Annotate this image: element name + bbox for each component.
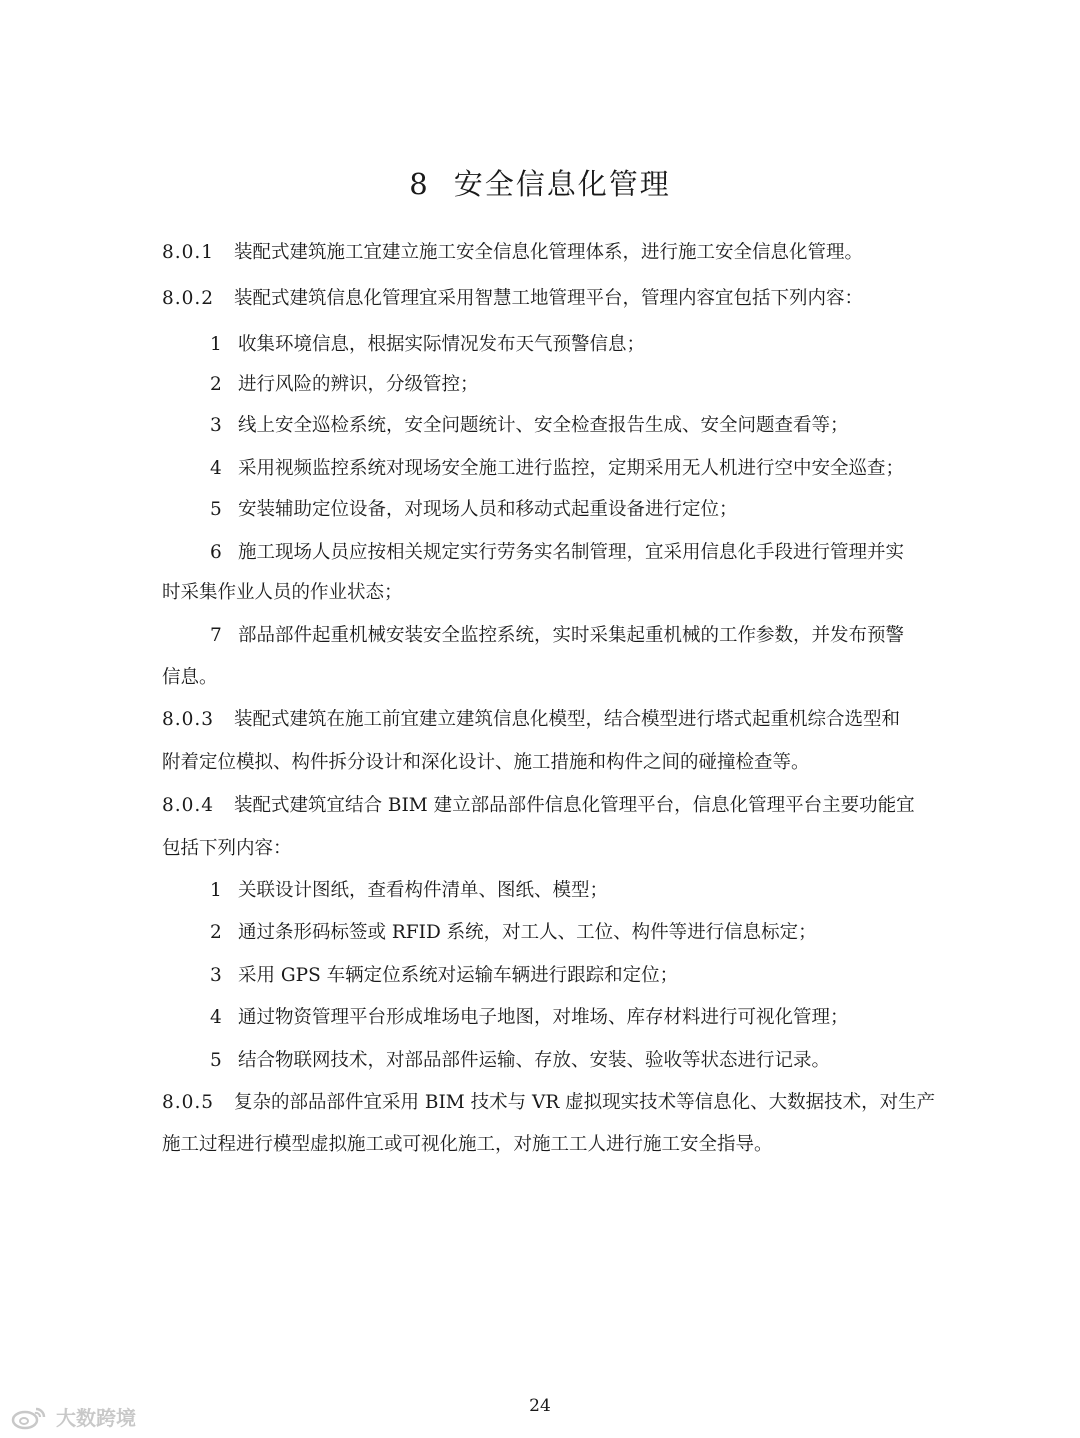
clause-8-0-2 — [162, 276, 922, 322]
watermark-text: 大数跨境 — [56, 1406, 136, 1430]
list-item — [210, 446, 922, 492]
list-item — [210, 953, 922, 999]
watermark — [10, 1402, 136, 1431]
list-item — [210, 1038, 922, 1084]
list-item — [210, 613, 922, 659]
item-text: 采用 GPS 车辆定位系统对运输车辆进行跟踪和定位； — [238, 965, 679, 986]
list-item — [210, 910, 922, 956]
clause-continuation — [162, 1122, 922, 1168]
clause-text: 装配式建筑信息化管理宜采用智慧工地管理平台，管理内容宜包括下列内容： — [234, 288, 864, 309]
item-number: 5 — [210, 1050, 222, 1071]
list-item — [210, 487, 922, 533]
item-number: 5 — [210, 499, 222, 520]
weibo-logo-icon — [10, 1403, 50, 1431]
item-number: 3 — [210, 415, 222, 436]
item-text: 收集环境信息，根据实际情况发布天气预警信息； — [238, 334, 646, 355]
clause-continuation — [162, 740, 922, 786]
clause-8-0-4 — [162, 783, 922, 829]
clause-number: 8.0.2 — [162, 288, 215, 309]
list-item — [210, 403, 922, 449]
clause-number: 8.0.3 — [162, 709, 215, 730]
list-item — [210, 868, 922, 914]
clause-continuation — [162, 826, 922, 872]
item-text: 部品部件起重机械安装安全监控系统，实时采集起重机械的工作参数，并发布预警 — [238, 625, 905, 646]
item-number: 3 — [210, 965, 222, 986]
item-number: 2 — [210, 922, 222, 943]
item-number: 6 — [210, 542, 222, 563]
item-text: 线上安全巡检系统，安全问题统计、安全检查报告生成、安全问题查看等； — [238, 415, 849, 436]
item-text: 通过条形码标签或 RFID 系统，对工人、工位、构件等进行信息标定； — [238, 922, 817, 943]
clause-8-0-5 — [162, 1080, 936, 1126]
item-text: 关联设计图纸，查看构件清单、图纸、模型； — [238, 880, 609, 901]
item-text: 时采集作业人员的作业状态； — [162, 582, 403, 603]
item-text: 结合物联网技术，对部品部件运输、存放、安装、验收等状态进行记录。 — [238, 1050, 831, 1071]
clause-text: 施工过程进行模型虚拟施工或可视化施工，对施工工人进行施工安全指导。 — [162, 1134, 773, 1155]
item-number: 4 — [210, 458, 222, 479]
chapter-number: 8 — [409, 167, 430, 201]
chapter-title: 安全信息化管理 — [453, 167, 671, 201]
item-text: 信息。 — [162, 667, 218, 688]
item-text: 通过物资管理平台形成堆场电子地图，对堆场、库存材料进行可视化管理； — [238, 1007, 849, 1028]
clause-8-0-1 — [162, 230, 922, 276]
clause-text: 附着定位模拟、构件拆分设计和深化设计、施工措施和构件之间的碰撞检查等。 — [162, 752, 810, 773]
chapter-heading — [0, 162, 1080, 203]
item-number: 1 — [210, 880, 222, 901]
clause-text: 装配式建筑宜结合 BIM 建立部品部件信息化管理平台，信息化管理平台主要功能宜 — [234, 795, 915, 816]
clause-text: 装配式建筑在施工前宜建立建筑信息化模型，结合模型进行塔式起重机综合选型和 — [234, 709, 901, 730]
list-item-continuation — [162, 655, 922, 701]
clause-number: 8.0.1 — [162, 242, 215, 263]
item-number: 2 — [210, 374, 222, 395]
list-item-continuation — [162, 570, 922, 616]
list-item — [210, 362, 922, 408]
item-text: 采用视频监控系统对现场安全施工进行监控，定期采用无人机进行空中安全巡查； — [238, 458, 905, 479]
item-number: 1 — [210, 334, 222, 355]
page-number: 24 — [529, 1396, 551, 1416]
item-text: 进行风险的辨识，分级管控； — [238, 374, 479, 395]
clause-number: 8.0.4 — [162, 795, 215, 816]
clause-text: 装配式建筑施工宜建立施工安全信息化管理体系，进行施工安全信息化管理。 — [234, 242, 864, 263]
item-number: 7 — [210, 625, 222, 646]
clause-text: 包括下列内容： — [162, 838, 292, 859]
item-text: 安装辅助定位设备，对现场人员和移动式起重设备进行定位； — [238, 499, 738, 520]
list-item — [210, 995, 922, 1041]
item-text: 施工现场人员应按相关规定实行劳务实名制管理，宜采用信息化手段进行管理并实 — [238, 542, 905, 563]
clause-8-0-3 — [162, 697, 922, 743]
clause-number: 8.0.5 — [162, 1092, 215, 1113]
clause-text: 复杂的部品部件宜采用 BIM 技术与 VR 虚拟现实技术等信息化、大数据技术，对生产 — [234, 1092, 936, 1113]
item-number: 4 — [210, 1007, 222, 1028]
